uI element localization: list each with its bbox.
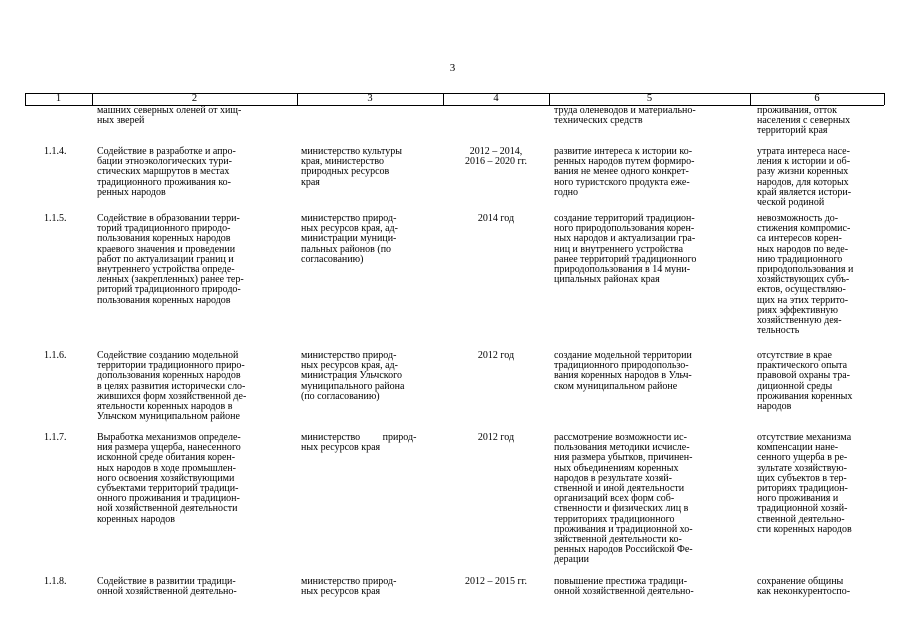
column-divider: [884, 93, 885, 105]
row-number: 1.1.6.: [44, 350, 67, 361]
result-cell: создание модельной территории традиционного природопользо- вания коренных народов в Ульч- ском муниципальном районе: [554, 350, 692, 392]
column-header-2: 2: [191, 93, 198, 104]
period-cell: 2012 – 2015 гг.: [464, 576, 528, 587]
result-cell: создание территорий традицион- ного природопользования корен- ных народов и актуализации гра- ниц и внутреннего устройства ранее территорий традиционного природопользования в 14 муни- ципальных районах края: [554, 213, 697, 286]
page-number: 3: [449, 62, 456, 74]
measure-cell: Содействие в образовании терри- торий традиционного природо- пользования коренных народов краевого значения и проведении работ по актуализации границ и внутреннего устройства опреде- ленных (закрепленных) ранее тер- риторий традиционного природо- пользования коренных народов: [97, 213, 244, 306]
executor-cell: министерство природ- ных ресурсов края: [301, 432, 417, 454]
column-header-1: 1: [55, 93, 62, 104]
measure-cell: Выработка механизмов определе- ния размера ущерба, нанесенного исконной среде обитания корен- ных народов в ходе промышлен- ного освоения хозяйствующими субъектами территорий традици- онного проживания и традицион- ной хозяйственной деятельности коренных народов: [97, 432, 241, 525]
column-header-6: 6: [814, 93, 820, 104]
result-cell: рассмотрение возможности ис- пользования методики исчисле- ния размера убытков, причинен- ных объединениям коренных народов в результате хозяй- ственной и иной деятельности организаций всех форм соб- ственности и физических лиц в территориях традиционного проживания и традиционной хо- зяйственной деятельности ко- ренных народов Российской Фе- дерации: [554, 432, 693, 566]
period-cell: 2012 – 2014, 2016 – 2020 гг.: [464, 146, 528, 168]
risk-cell: утрата интереса насе- ления к истории и об- разу жизни коренных народов, для которых край является истори- ческой родиной: [757, 146, 852, 209]
period-cell: 2012 год: [477, 350, 515, 361]
risk-cell: проживания, отток населения с северных территорий края: [757, 105, 851, 137]
row-number: 1.1.8.: [44, 576, 67, 587]
risk-cell: сохранение общины как неконкурентоспо-: [757, 576, 851, 598]
executor-cell: министерство культуры края, министерство природных ресурсов края: [301, 146, 402, 188]
measure-cell: Содействие в разработке и апро- бации этноэкологических тури- стических маршрутов в местах традиционного проживания ко- ренных народов: [97, 146, 236, 198]
period-cell: 2012 год: [477, 432, 515, 443]
executor-cell: министерство природ- ных ресурсов края, ад- министрация Ульчского муниципального района (по согласованию): [301, 350, 405, 402]
executor-cell: министерство природ- ных ресурсов края, ад- министрации муници- пальных районов (по согласованию): [301, 213, 398, 265]
measure-cell: машних северных оленей от хищ- ных зверей: [97, 105, 242, 127]
measure-cell: Содействие созданию модельной территории традиционного приро- допользования коренных народов в целях развития исторически сло- жившихся форм хозяйственной де- ятельности коренных народов в Ульчском муниципальном районе: [97, 350, 247, 423]
risk-cell: невозможность до- стижения компромис- са интересов корен- ных народов по веде- нию традиционного природопользования и хозяйствующих субъ- ектов, осуществляю- щих на этих террито- риях эффективную хозяйственную дея- тельность: [757, 213, 854, 337]
column-header-4: 4: [493, 93, 499, 104]
row-number: 1.1.5.: [44, 213, 67, 224]
risk-cell: отсутствие механизма компенсации нане- сенного ущерба в ре- зультате хозяйствую- щих субъектов в тер- риториях традицион- ного проживания и традиционной хозяй- ственной деятельно- сти коренных народов: [757, 432, 852, 535]
executor-cell: министерство природ- ных ресурсов края: [301, 576, 397, 598]
row-number: 1.1.7.: [44, 432, 67, 443]
result-cell: развитие интереса к истории ко- ренных народов путем формиро- вания не менее одного конкрет- ного туристского продукта еже- годно: [554, 146, 695, 198]
result-cell: повышение престижа традици- онной хозяйственной деятельно-: [554, 576, 694, 598]
measure-cell: Содействие в развитии традици- онной хозяйственной деятельно-: [97, 576, 237, 598]
period-cell: 2014 год: [477, 213, 515, 224]
column-header-5: 5: [646, 93, 653, 104]
column-header-3: 3: [367, 93, 373, 104]
row-number: 1.1.4.: [44, 146, 67, 157]
result-cell: труда оленеводов и материально- технических средств: [554, 105, 696, 127]
risk-cell: отсутствие в крае практического опыта правовой охраны тра- диционной среды проживания коренных народов: [757, 350, 853, 413]
